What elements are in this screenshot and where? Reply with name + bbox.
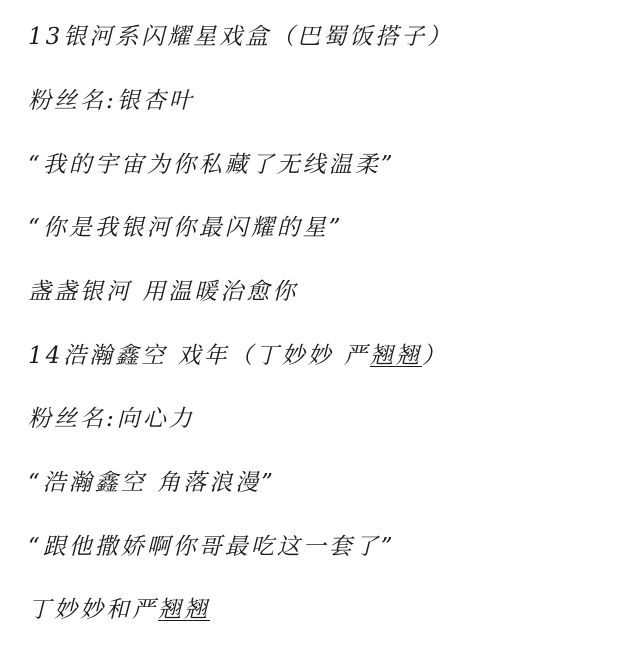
line-9: “跟他撒娇啊你哥最吃这一套了” <box>28 534 396 560</box>
line-5: 盏盏银河 用温暖治愈你 <box>28 279 299 305</box>
line-7: 粉丝名:向心力 <box>28 406 195 432</box>
line-2: 粉丝名:银杏叶 <box>28 88 195 114</box>
line-8: “浩瀚鑫空 角落浪漫” <box>28 470 276 496</box>
line-1: 13银河系闪耀星戏盒（巴蜀饭搭子） <box>28 24 454 50</box>
line-6: 14浩瀚鑫空 戏年（丁妙妙 严翘翘） <box>28 343 448 369</box>
line-4: “你是我银河你最闪耀的星” <box>28 215 344 241</box>
line-10: 丁妙妙和严翘翘 <box>28 597 210 623</box>
line-3: “我的宇宙为你私藏了无线温柔” <box>28 152 396 178</box>
